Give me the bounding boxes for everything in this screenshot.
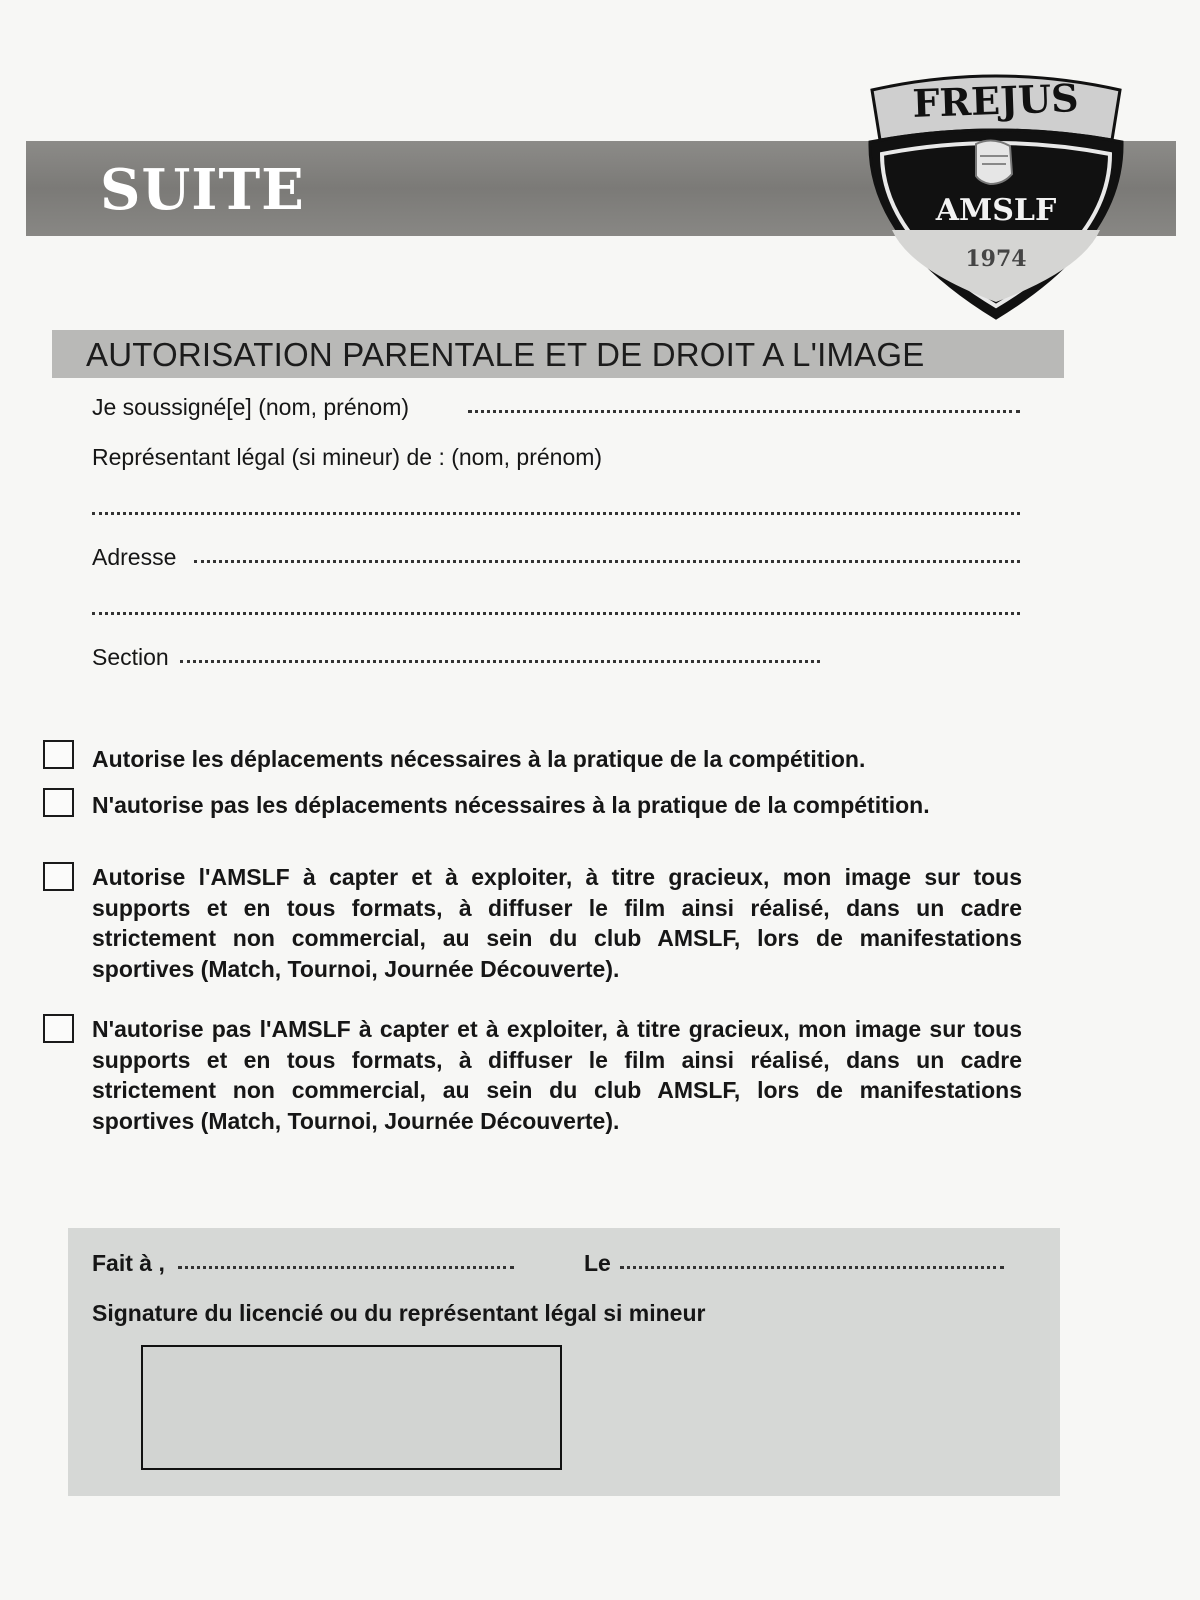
option-deplacements-non: N'autorise pas les déplacements nécessaires à la pratique de la compétition.: [92, 792, 930, 818]
date-line[interactable]: [620, 1266, 1004, 1269]
soussigne-label: Je soussigné[e] (nom, prénom): [92, 394, 410, 420]
signature-label: Signature du licencié ou du représentant légal si mineur: [92, 1300, 706, 1326]
signature-box[interactable]: [141, 1345, 562, 1470]
shield-logo-icon: [862, 70, 1130, 328]
fait-a-label: Fait à ,: [92, 1250, 165, 1276]
section-label: Section: [92, 644, 169, 670]
checkbox-deplacements-non[interactable]: [43, 788, 74, 817]
suite-title: SUITE: [100, 157, 305, 223]
svg-text:AMSLF: AMSLF: [935, 193, 1057, 228]
section-line[interactable]: [180, 660, 820, 663]
adresse-line-2[interactable]: [92, 612, 1020, 615]
svg-text:FREJUS: FREJUS: [911, 75, 1080, 126]
date-label: Le: [584, 1250, 611, 1276]
checkbox-deplacements-oui[interactable]: [43, 740, 74, 769]
fait-a-line[interactable]: [178, 1266, 514, 1269]
option-deplacements-oui: Autorise les déplacements nécessaires à la pratique de la compétition.: [92, 746, 866, 772]
adresse-label: Adresse: [92, 544, 177, 570]
svg-text:1974: 1974: [965, 246, 1027, 272]
representant-line[interactable]: [92, 512, 1020, 515]
option-image-oui: Autorise l'AMSLF à capter et à exploiter, à titre gracieux, mon image sur tous supports et en tous formats, à diffuser le film ainsi réalisé, dans un cadre strictement non commercial, au sein du club AMSLF, lors de manifestations sportives (Match, Tournoi, Journée Découverte).: [92, 864, 1022, 982]
club-logo: [862, 70, 1130, 328]
section-title: AUTORISATION PARENTALE ET DE DROIT A L'IMAGE: [86, 336, 925, 373]
checkbox-image-non[interactable]: [43, 1014, 74, 1043]
representant-label: Représentant légal (si mineur) de : (nom, prénom): [92, 444, 603, 470]
option-image-non: N'autorise pas l'AMSLF à capter et à exploiter, à titre gracieux, mon image sur tous supports et en tous formats, à diffuser le film ainsi réalisé, dans un cadre strictement non commercial, au sein du club AMSLF, lors de manifestations sportives (Match, Tournoi, Journée Découverte).: [92, 1016, 1022, 1134]
adresse-line-1[interactable]: [194, 560, 1020, 563]
checkbox-image-oui[interactable]: [43, 862, 74, 891]
soussigne-line[interactable]: [468, 410, 1020, 413]
